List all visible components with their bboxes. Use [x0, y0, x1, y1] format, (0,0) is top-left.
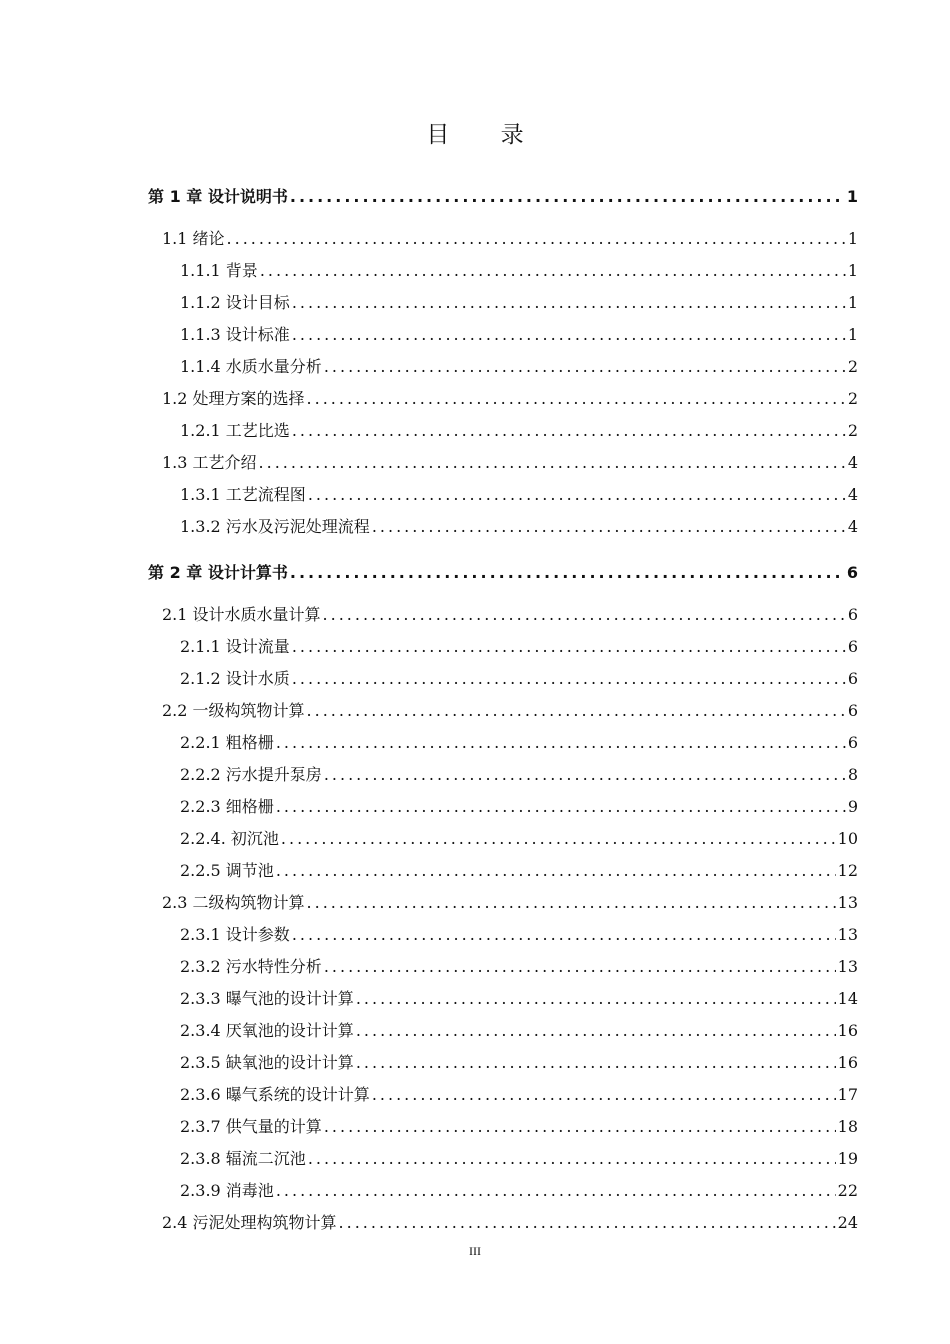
- toc-dot-leader: [276, 1180, 836, 1202]
- toc-entry-page: 17: [837, 1085, 858, 1104]
- toc-entry-page: 16: [837, 1053, 858, 1072]
- toc-entry-page: 13: [837, 893, 858, 912]
- toc-entry-page: 1: [847, 229, 858, 248]
- toc-entry-label: 2.2.3 细格栅: [180, 797, 274, 816]
- toc-entry-label: 2.2.1 粗格栅: [180, 733, 274, 752]
- toc-entry-label: 1.2 处理方案的选择: [162, 389, 305, 408]
- toc-entry-page: 1: [847, 261, 858, 280]
- toc-dot-leader: [324, 764, 846, 786]
- toc-entry-page: 14: [837, 989, 858, 1008]
- toc-entry[interactable]: [180, 860, 858, 882]
- toc-chapter-entry[interactable]: [148, 562, 858, 584]
- toc-entry-label: 1.3.1 工艺流程图: [180, 485, 306, 504]
- toc-dot-leader: [292, 636, 846, 658]
- toc-dot-leader: [292, 292, 846, 314]
- toc-entry-label: 2.2.5 调节池: [180, 861, 274, 880]
- toc-entry-label: 2.2.2 污水提升泵房: [180, 765, 322, 784]
- toc-entry-page: 16: [837, 1021, 858, 1040]
- toc-entry[interactable]: [162, 700, 858, 722]
- toc-entry-label: 2.3.9 消毒池: [180, 1181, 274, 1200]
- toc-dot-leader: [308, 1148, 836, 1170]
- toc-entry[interactable]: [180, 956, 858, 978]
- toc-dot-leader: [372, 516, 846, 538]
- toc-entry[interactable]: [180, 796, 858, 818]
- toc-dot-leader: [259, 452, 846, 474]
- toc-entry-label: 2.1.2 设计水质: [180, 669, 290, 688]
- toc-entry[interactable]: [180, 484, 858, 506]
- toc-entry-page: 6: [847, 669, 858, 688]
- toc-entry-label: 2.3.4 厌氧池的设计计算: [180, 1021, 354, 1040]
- toc-entry-page: 2: [847, 389, 858, 408]
- toc-dot-leader: [290, 562, 845, 584]
- toc-entry-label: 1.2.1 工艺比选: [180, 421, 290, 440]
- toc-entry-page: 1: [846, 187, 858, 206]
- toc-entry[interactable]: [180, 1148, 858, 1170]
- toc-dot-leader: [324, 356, 846, 378]
- toc-dot-leader: [323, 604, 846, 626]
- toc-entry-page: 18: [837, 1117, 858, 1136]
- toc-entry[interactable]: [180, 324, 858, 346]
- toc-dot-leader: [292, 924, 836, 946]
- toc-dot-leader: [276, 796, 846, 818]
- toc-entry[interactable]: [180, 732, 858, 754]
- toc-entry[interactable]: [180, 924, 858, 946]
- toc-dot-leader: [276, 732, 846, 754]
- toc-entry-label: 2.2 一级构筑物计算: [162, 701, 305, 720]
- toc-entry-page: 13: [837, 925, 858, 944]
- toc-dot-leader: [290, 186, 845, 208]
- toc-entry-label: 第 1 章 设计说明书: [148, 187, 288, 206]
- toc-entry-page: 6: [847, 637, 858, 656]
- toc-chapter-entry[interactable]: [148, 186, 858, 208]
- toc-entry-page: 2: [847, 421, 858, 440]
- toc-entry-label: 2.3.8 辐流二沉池: [180, 1149, 306, 1168]
- toc-entry-label: 1.1.1 背景: [180, 261, 258, 280]
- toc-dot-leader: [281, 828, 836, 850]
- toc-entry-page: 9: [847, 797, 858, 816]
- toc-entry-page: 6: [847, 605, 858, 624]
- toc-entry[interactable]: [180, 764, 858, 786]
- toc-entry-page: 1: [847, 325, 858, 344]
- toc-dot-leader: [308, 484, 846, 506]
- toc-entry[interactable]: [180, 260, 858, 282]
- toc-dot-leader: [260, 260, 846, 282]
- toc-entry-page: 12: [837, 861, 858, 880]
- toc-entry[interactable]: [162, 388, 858, 410]
- toc-entry-page: 13: [837, 957, 858, 976]
- toc-entry[interactable]: [162, 892, 858, 914]
- toc-entry-page: 6: [847, 701, 858, 720]
- toc-entry[interactable]: [180, 668, 858, 690]
- toc-entry-page: 6: [846, 563, 858, 582]
- toc-dot-leader: [356, 988, 836, 1010]
- toc-dot-leader: [324, 1116, 836, 1138]
- toc-dot-leader: [307, 892, 836, 914]
- toc-entry-page: 19: [837, 1149, 858, 1168]
- toc-dot-leader: [307, 388, 846, 410]
- toc-entry-page: 2: [847, 357, 858, 376]
- toc-entry-label: 2.2.4. 初沉池: [180, 829, 279, 848]
- toc-entry-label: 2.3.3 曝气池的设计计算: [180, 989, 354, 1008]
- toc-entry[interactable]: [162, 604, 858, 626]
- toc-entry-label: 2.3.2 污水特性分析: [180, 957, 322, 976]
- toc-entry[interactable]: [180, 1020, 858, 1042]
- toc-entry-label: 1.1.4 水质水量分析: [180, 357, 322, 376]
- toc-dot-leader: [339, 1212, 836, 1234]
- toc-entry-page: 4: [847, 453, 858, 472]
- toc-entry[interactable]: [180, 828, 858, 850]
- toc-entry[interactable]: [162, 228, 858, 250]
- toc-entry-label: 2.3.1 设计参数: [180, 925, 290, 944]
- toc-entry-label: 2.3.6 曝气系统的设计计算: [180, 1085, 370, 1104]
- toc-entry[interactable]: [180, 636, 858, 658]
- toc-entry-page: 4: [847, 485, 858, 504]
- toc-entry-label: 1.1.2 设计目标: [180, 293, 290, 312]
- toc-entry-label: 第 2 章 设计计算书: [148, 563, 288, 582]
- toc-dot-leader: [372, 1084, 836, 1106]
- toc-entry[interactable]: [180, 356, 858, 378]
- toc-entry-page: 22: [837, 1181, 858, 1200]
- toc-entry[interactable]: [180, 516, 858, 538]
- toc-dot-leader: [227, 228, 846, 250]
- toc-entry-label: 2.1.1 设计流量: [180, 637, 290, 656]
- toc-dot-leader: [292, 324, 846, 346]
- toc-entry-page: 8: [847, 765, 858, 784]
- toc-dot-leader: [292, 668, 846, 690]
- toc-entry-page: 24: [837, 1213, 858, 1232]
- toc-entry-label: 2.4 污泥处理构筑物计算: [162, 1213, 337, 1232]
- toc-entry-page: 4: [847, 517, 858, 536]
- toc-entry-page: 10: [837, 829, 858, 848]
- page-number: III: [469, 1244, 481, 1258]
- toc-dot-leader: [307, 700, 846, 722]
- toc-entry[interactable]: [180, 420, 858, 442]
- toc-entry[interactable]: [162, 1212, 858, 1234]
- toc-entry-page: 6: [847, 733, 858, 752]
- toc-entry[interactable]: [180, 292, 858, 314]
- toc-entry[interactable]: [180, 1116, 858, 1138]
- page-title: 目 录: [426, 122, 546, 148]
- toc-dot-leader: [324, 956, 836, 978]
- toc-entry-label: 2.1 设计水质水量计算: [162, 605, 321, 624]
- toc-entry-label: 1.3 工艺介绍: [162, 453, 257, 472]
- toc-entry-page: 1: [847, 293, 858, 312]
- toc-entry-label: 1.1.3 设计标准: [180, 325, 290, 344]
- toc-entry[interactable]: [162, 452, 858, 474]
- toc-dot-leader: [292, 420, 846, 442]
- toc-entry[interactable]: [180, 1084, 858, 1106]
- toc-entry-label: 2.3 二级构筑物计算: [162, 893, 305, 912]
- toc-entry[interactable]: [180, 1180, 858, 1202]
- toc-entry[interactable]: [180, 988, 858, 1010]
- toc-dot-leader: [356, 1052, 836, 1074]
- toc-entry[interactable]: [180, 1052, 858, 1074]
- toc-entry-label: 1.3.2 污水及污泥处理流程: [180, 517, 370, 536]
- toc-entry-label: 1.1 绪论: [162, 229, 225, 248]
- toc-entry-label: 2.3.7 供气量的计算: [180, 1117, 322, 1136]
- toc-dot-leader: [356, 1020, 836, 1042]
- toc-entry-label: 2.3.5 缺氧池的设计计算: [180, 1053, 354, 1072]
- toc-dot-leader: [276, 860, 836, 882]
